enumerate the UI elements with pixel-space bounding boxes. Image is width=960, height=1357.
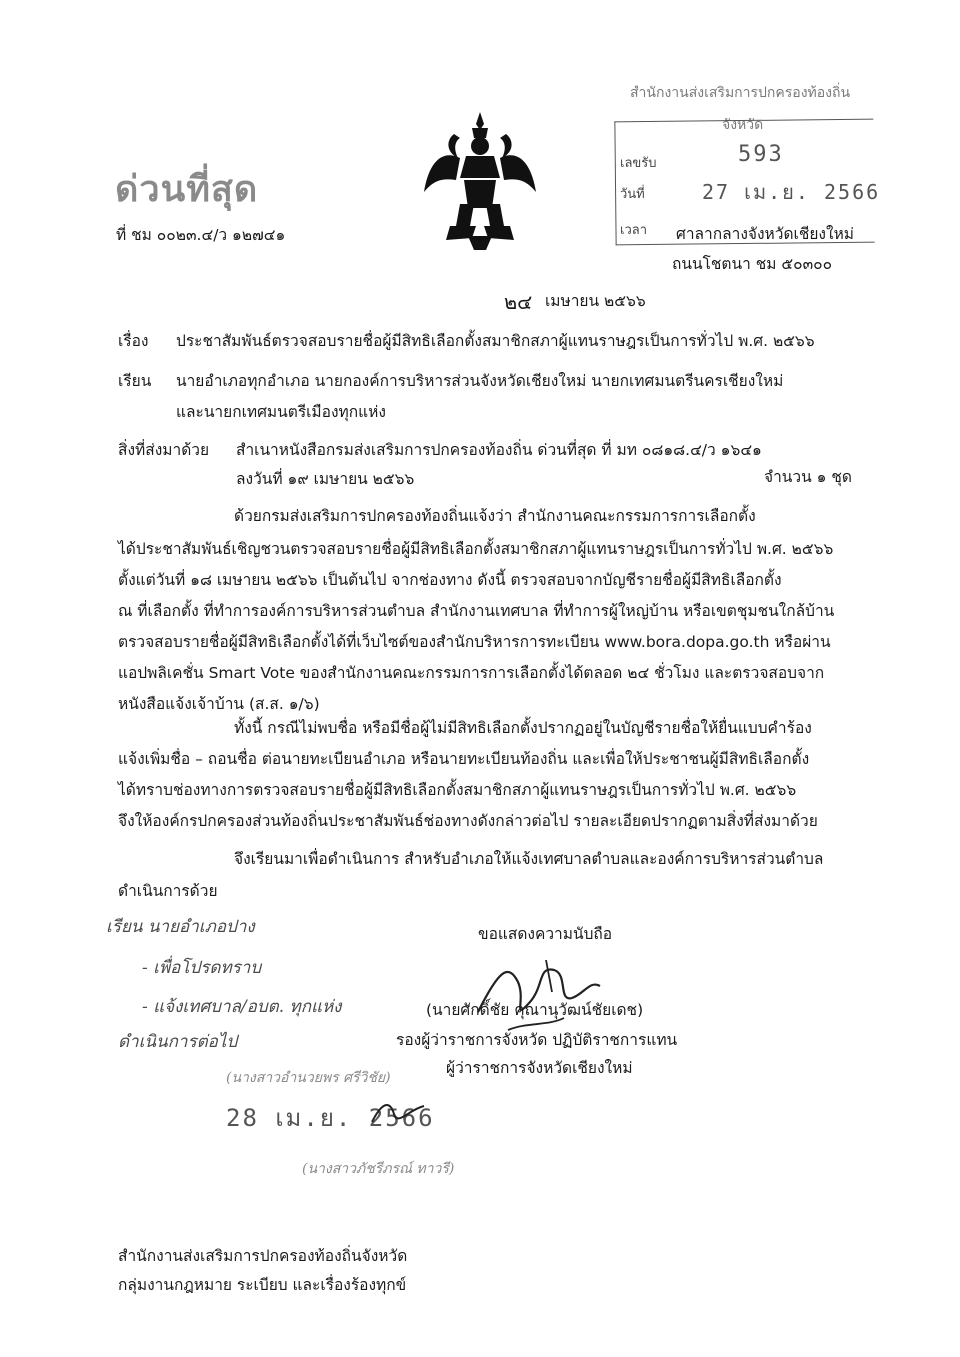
signer-title-2: ผู้ว่าราชการจังหวัดเชียงใหม่ [446,1059,633,1077]
paragraph-line: แจ้งเพิ่มชื่อ – ถอนชื่อ ต่อนายทะเบียนอำเภอ หรือนายทะเบียนท้องถิ่น และเพื่อให้ประชาชนผู้มีสิทธิเลือกตั้ง [118,750,810,768]
doc-date: เมษายน ๒๕๖๖ [545,292,646,310]
handwritten-officer-name: (นางสาวภัชรีภรณ์ ทาวรี) [302,1161,455,1177]
paragraph-line: แอปพลิเคชั่น Smart Vote ของสำนักงานคณะกรรมการการเลือกตั้งได้ตลอด ๒๔ ชั่วโมง และตรวจสอบจาก [118,664,825,682]
enclosure-line1: สำเนาหนังสือกรมส่งเสริมการปกครองท้องถิ่น ด่วนที่สุด ที่ มท ๐๘๑๘.๔/ว ๑๖๔๑ [236,441,762,459]
enclosure-count: จำนวน ๑ ชุด [764,468,852,486]
urgency-mark: ด่วนที่สุด [115,169,259,210]
enclosure-label: สิ่งที่ส่งมาด้วย [118,441,210,459]
stamp-time-label: เวลา [620,223,648,238]
paragraph-line: จึงเรียนมาเพื่อดำเนินการ สำหรับอำเภอให้แจ้งเทศบาลตำบลและองค์การบริหารส่วนตำบล [234,850,824,868]
stamp-number-label: เลขรับ [620,156,657,171]
signer-name: (นายศักดิ์ชัย คุณานุวัฒน์ชัยเดช) [426,1001,644,1019]
garuda-emblem-icon [420,108,540,253]
handwritten-note-line4: ดำเนินการต่อไป [118,1032,238,1052]
stamp-date-label: วันที่ [620,187,645,202]
subject-text: ประชาสัมพันธ์ตรวจสอบรายชื่อผู้มีสิทธิเลือกตั้งสมาชิกสภาผู้แทนราษฎรเป็นการทั่วไป พ.ศ. ๒๕๖๖ [176,332,815,350]
paragraph-line: ณ ที่เลือกตั้ง ที่ทำการองค์การบริหารส่วนตำบล สำนักงานเทศบาล ที่ทำการผู้ใหญ่บ้าน หรือเขตชุมชนใกล้บ้าน [118,602,835,620]
recipient-line2: และนายกเทศมนตรีเมืองทุกแห่ง [176,403,386,421]
paragraph-line: ดำเนินการด้วย [118,882,218,900]
subject-label: เรื่อง [118,332,149,350]
agency-address: ถนนโชตนา ชม ๕๐๓๐๐ [672,255,833,273]
handwritten-note-line1: เรียน นายอำเภอปาง [106,917,255,937]
recipient-line1: นายอำเภอทุกอำเภอ นายกองค์การบริหารส่วนจังหวัดเชียงใหม่ นายกเทศมนตรีนครเชียงใหม่ [176,372,784,390]
paragraph-line: ตั้งแต่วันที่ ๑๘ เมษายน ๒๕๖๖ เป็นต้นไป จากช่องทาง ดังนี้ ตรวจสอบจากบัญชีรายชื่อผู้มีสิทธิเลือกตั้ง [118,571,782,589]
paragraph-line: หนังสือแจ้งเจ้าบ้าน (ส.ส. ๑/๖) [118,695,320,713]
doc-date-day: ๒๔ [504,290,533,314]
handwritten-note-line2: - เพื่อโปรดทราบ [142,958,262,978]
recipient-label: เรียน [118,372,152,390]
closing-text: ขอแสดงความนับถือ [478,925,613,943]
initial-scribble-icon [368,1092,428,1132]
paragraph-line: ตรวจสอบรายชื่อผู้มีสิทธิเลือกตั้งได้ที่เว็บไซต์ของสำนักบริหารการทะเบียน www.bora.dopa.go.th หรือผ่าน [118,633,831,651]
signature-scribble-icon [468,952,608,1042]
enclosure-line2: ลงวันที่ ๑๙ เมษายน ๒๕๖๖ [236,470,415,488]
handwritten-date: 28 เม.ย. 2566 [226,1104,435,1132]
stamp-number-value: 593 [738,142,784,167]
stamp-sub: จังหวัด [722,117,764,133]
stamp-office: สำนักงานส่งเสริมการปกครองท้องถิ่น [630,85,851,101]
signer-title-1: รองผู้ว่าราชการจังหวัด ปฏิบัติราชการแทน [396,1031,678,1049]
doc-number: ที่ ชม ๐๐๒๓.๔/ว ๑๒๗๔๑ [116,226,286,244]
stamp-date-value: 27 เม.ย. 2566 [702,180,881,204]
handwritten-note-line3: - แจ้งเทศบาล/อบต. ทุกแห่ง [142,997,342,1017]
paragraph-line: ด้วยกรมส่งเสริมการปกครองท้องถิ่นแจ้งว่า สำนักงานคณะกรรมการการเลือกตั้ง [234,507,756,525]
footer-division: กลุ่มงานกฎหมาย ระเบียบ และเรื่องร้องทุกข์ [118,1276,407,1294]
paragraph-line: ได้ประชาสัมพันธ์เชิญชวนตรวจสอบรายชื่อผู้มีสิทธิเลือกตั้งสมาชิกสภาผู้แทนราษฎรเป็นการทั่วไป พ.ศ. ๒๕๖๖ [118,540,834,558]
agency-name: ศาลากลางจังหวัดเชียงใหม่ [676,225,855,243]
handwritten-initials-name: (นางสาวอำนวยพร ศรีวิชัย) [226,1070,391,1086]
paragraph-line: ได้ทราบช่องทางการตรวจสอบรายชื่อผู้มีสิทธิเลือกตั้งสมาชิกสภาผู้แทนราษฎรเป็นการทั่วไป พ.ศ. ๒๕๖๖ [118,781,797,799]
paragraph-line: ทั้งนี้ กรณีไม่พบชื่อ หรือมีชื่อผู้ไม่มีสิทธิเลือกตั้งปรากฏอยู่ในบัญชีรายชื่อให้ยื่นแบบคำร้อง [234,719,812,737]
footer-office: สำนักงานส่งเสริมการปกครองท้องถิ่นจังหวัด [118,1247,408,1265]
paragraph-line: จึงให้องค์กรปกครองส่วนท้องถิ่นประชาสัมพันธ์ช่องทางดังกล่าวต่อไป รายละเอียดปรากฏตามสิ่งที่ส่งมาด้วย [118,812,818,830]
